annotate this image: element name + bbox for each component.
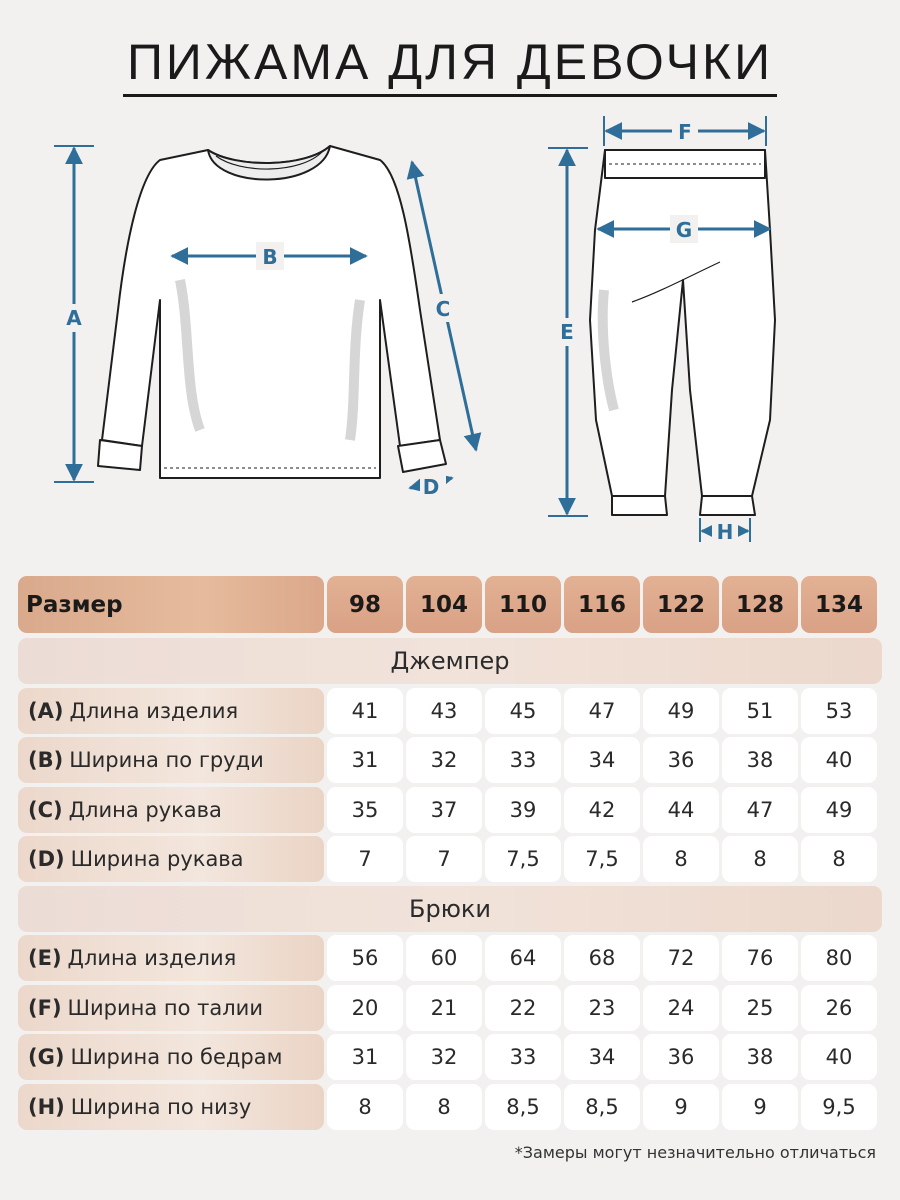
table-row — [18, 935, 882, 981]
table-row — [18, 787, 882, 833]
table-cell: 43 — [406, 688, 482, 734]
table-cell: 22 — [485, 985, 561, 1031]
table-cell: 35 — [327, 787, 403, 833]
size-98: 98 — [327, 576, 403, 633]
size-110: 110 — [485, 576, 561, 633]
row-code: (A) — [28, 698, 64, 723]
table-cell: 31 — [327, 1034, 403, 1080]
label-a: A — [66, 306, 82, 330]
table-cell: 47 — [722, 787, 798, 833]
row-code: (B) — [28, 748, 64, 772]
table-cell: 53 — [801, 688, 877, 734]
table-cell: 8,5 — [485, 1084, 561, 1130]
size-128: 128 — [722, 576, 798, 633]
table-cell: 7 — [406, 836, 482, 882]
row-code: (F) — [28, 995, 62, 1020]
table-cell: 32 — [406, 737, 482, 783]
row-label-text: Длина изделия — [67, 946, 237, 970]
row-label — [18, 1084, 324, 1130]
table-row — [18, 985, 882, 1031]
table-cell: 9 — [722, 1084, 798, 1130]
pants-illustration — [590, 150, 775, 515]
table-row — [18, 1034, 882, 1080]
section-row-jumper — [18, 638, 882, 684]
section-row-pants — [18, 886, 882, 932]
table-cell: 7,5 — [564, 836, 640, 882]
row-label-text: Ширина по талии — [67, 995, 263, 1020]
table-cell: 8 — [722, 836, 798, 882]
table-cell: 8 — [643, 836, 719, 882]
size-122: 122 — [643, 576, 719, 633]
table-cell: 39 — [485, 787, 561, 833]
table-cell: 23 — [564, 985, 640, 1031]
row-label — [18, 737, 324, 783]
table-cell: 8,5 — [564, 1084, 640, 1130]
size-header-label: Размер — [18, 576, 324, 633]
table-cell: 8 — [327, 1084, 403, 1130]
table-cell: 44 — [643, 787, 719, 833]
table-cell: 60 — [406, 935, 482, 981]
size-diagram — [0, 0, 900, 560]
table-cell: 34 — [564, 737, 640, 783]
table-row — [18, 688, 882, 734]
table-cell: 8 — [801, 836, 877, 882]
table-cell: 21 — [406, 985, 482, 1031]
row-code: (D) — [28, 847, 65, 871]
table-cell: 40 — [801, 1034, 877, 1080]
label-b: B — [262, 245, 278, 269]
table-cell: 7 — [327, 836, 403, 882]
row-label — [18, 836, 324, 882]
table-cell: 49 — [643, 688, 719, 734]
table-cell: 45 — [485, 688, 561, 734]
table-cell: 64 — [485, 935, 561, 981]
size-134: 134 — [801, 576, 877, 633]
table-row — [18, 1084, 882, 1130]
label-f: F — [678, 120, 692, 144]
size-header-row — [18, 576, 882, 633]
table-cell: 68 — [564, 935, 640, 981]
table-cell: 80 — [801, 935, 877, 981]
row-label-text: Ширина по бедрам — [70, 1045, 283, 1069]
row-label — [18, 935, 324, 981]
section-title-pants: Брюки — [18, 886, 882, 932]
table-cell: 7,5 — [485, 836, 561, 882]
page-title: ПИЖАМА ДЛЯ ДЕВОЧКИ — [123, 34, 777, 97]
table-cell: 38 — [722, 1034, 798, 1080]
table-cell: 38 — [722, 737, 798, 783]
table-cell: 49 — [801, 787, 877, 833]
table-cell: 9,5 — [801, 1084, 877, 1130]
row-code: (C) — [28, 797, 63, 822]
table-cell: 56 — [327, 935, 403, 981]
table-cell: 24 — [643, 985, 719, 1031]
size-104: 104 — [406, 576, 482, 633]
table-cell: 41 — [327, 688, 403, 734]
table-cell: 9 — [643, 1084, 719, 1130]
table-cell: 26 — [801, 985, 877, 1031]
row-label-text: Длина рукава — [68, 797, 222, 822]
table-cell: 42 — [564, 787, 640, 833]
label-g: G — [675, 218, 693, 242]
row-label — [18, 1034, 324, 1080]
table-cell: 8 — [406, 1084, 482, 1130]
row-label-text: Ширина по груди — [69, 748, 264, 772]
table-cell: 31 — [327, 737, 403, 783]
row-label — [18, 985, 324, 1031]
table-cell: 36 — [643, 737, 719, 783]
table-cell: 34 — [564, 1034, 640, 1080]
table-row — [18, 836, 882, 882]
section-title-jumper: Джемпер — [18, 638, 882, 684]
table-cell: 40 — [801, 737, 877, 783]
label-c: C — [435, 297, 451, 321]
row-label-text: Ширина рукава — [70, 847, 244, 871]
table-cell: 32 — [406, 1034, 482, 1080]
row-label — [18, 688, 324, 734]
size-table — [18, 576, 882, 1133]
row-label-text: Ширина по низу — [70, 1094, 252, 1119]
table-cell: 25 — [722, 985, 798, 1031]
size-116: 116 — [564, 576, 640, 633]
table-cell: 33 — [485, 1034, 561, 1080]
row-label — [18, 787, 324, 833]
table-cell: 47 — [564, 688, 640, 734]
label-h: H — [716, 520, 734, 544]
footnote: *Замеры могут незначительно отличаться — [514, 1143, 876, 1162]
row-code: (G) — [28, 1045, 65, 1069]
row-label-text: Длина изделия — [69, 698, 239, 723]
table-cell: 37 — [406, 787, 482, 833]
table-cell: 72 — [643, 935, 719, 981]
table-cell: 76 — [722, 935, 798, 981]
jumper-illustration — [98, 146, 446, 478]
row-code: (E) — [28, 946, 62, 970]
row-code: (H) — [28, 1094, 65, 1119]
label-d: D — [422, 475, 440, 499]
label-e: E — [560, 320, 574, 344]
table-cell: 20 — [327, 985, 403, 1031]
table-cell: 51 — [722, 688, 798, 734]
table-row — [18, 737, 882, 783]
table-cell: 36 — [643, 1034, 719, 1080]
table-cell: 33 — [485, 737, 561, 783]
